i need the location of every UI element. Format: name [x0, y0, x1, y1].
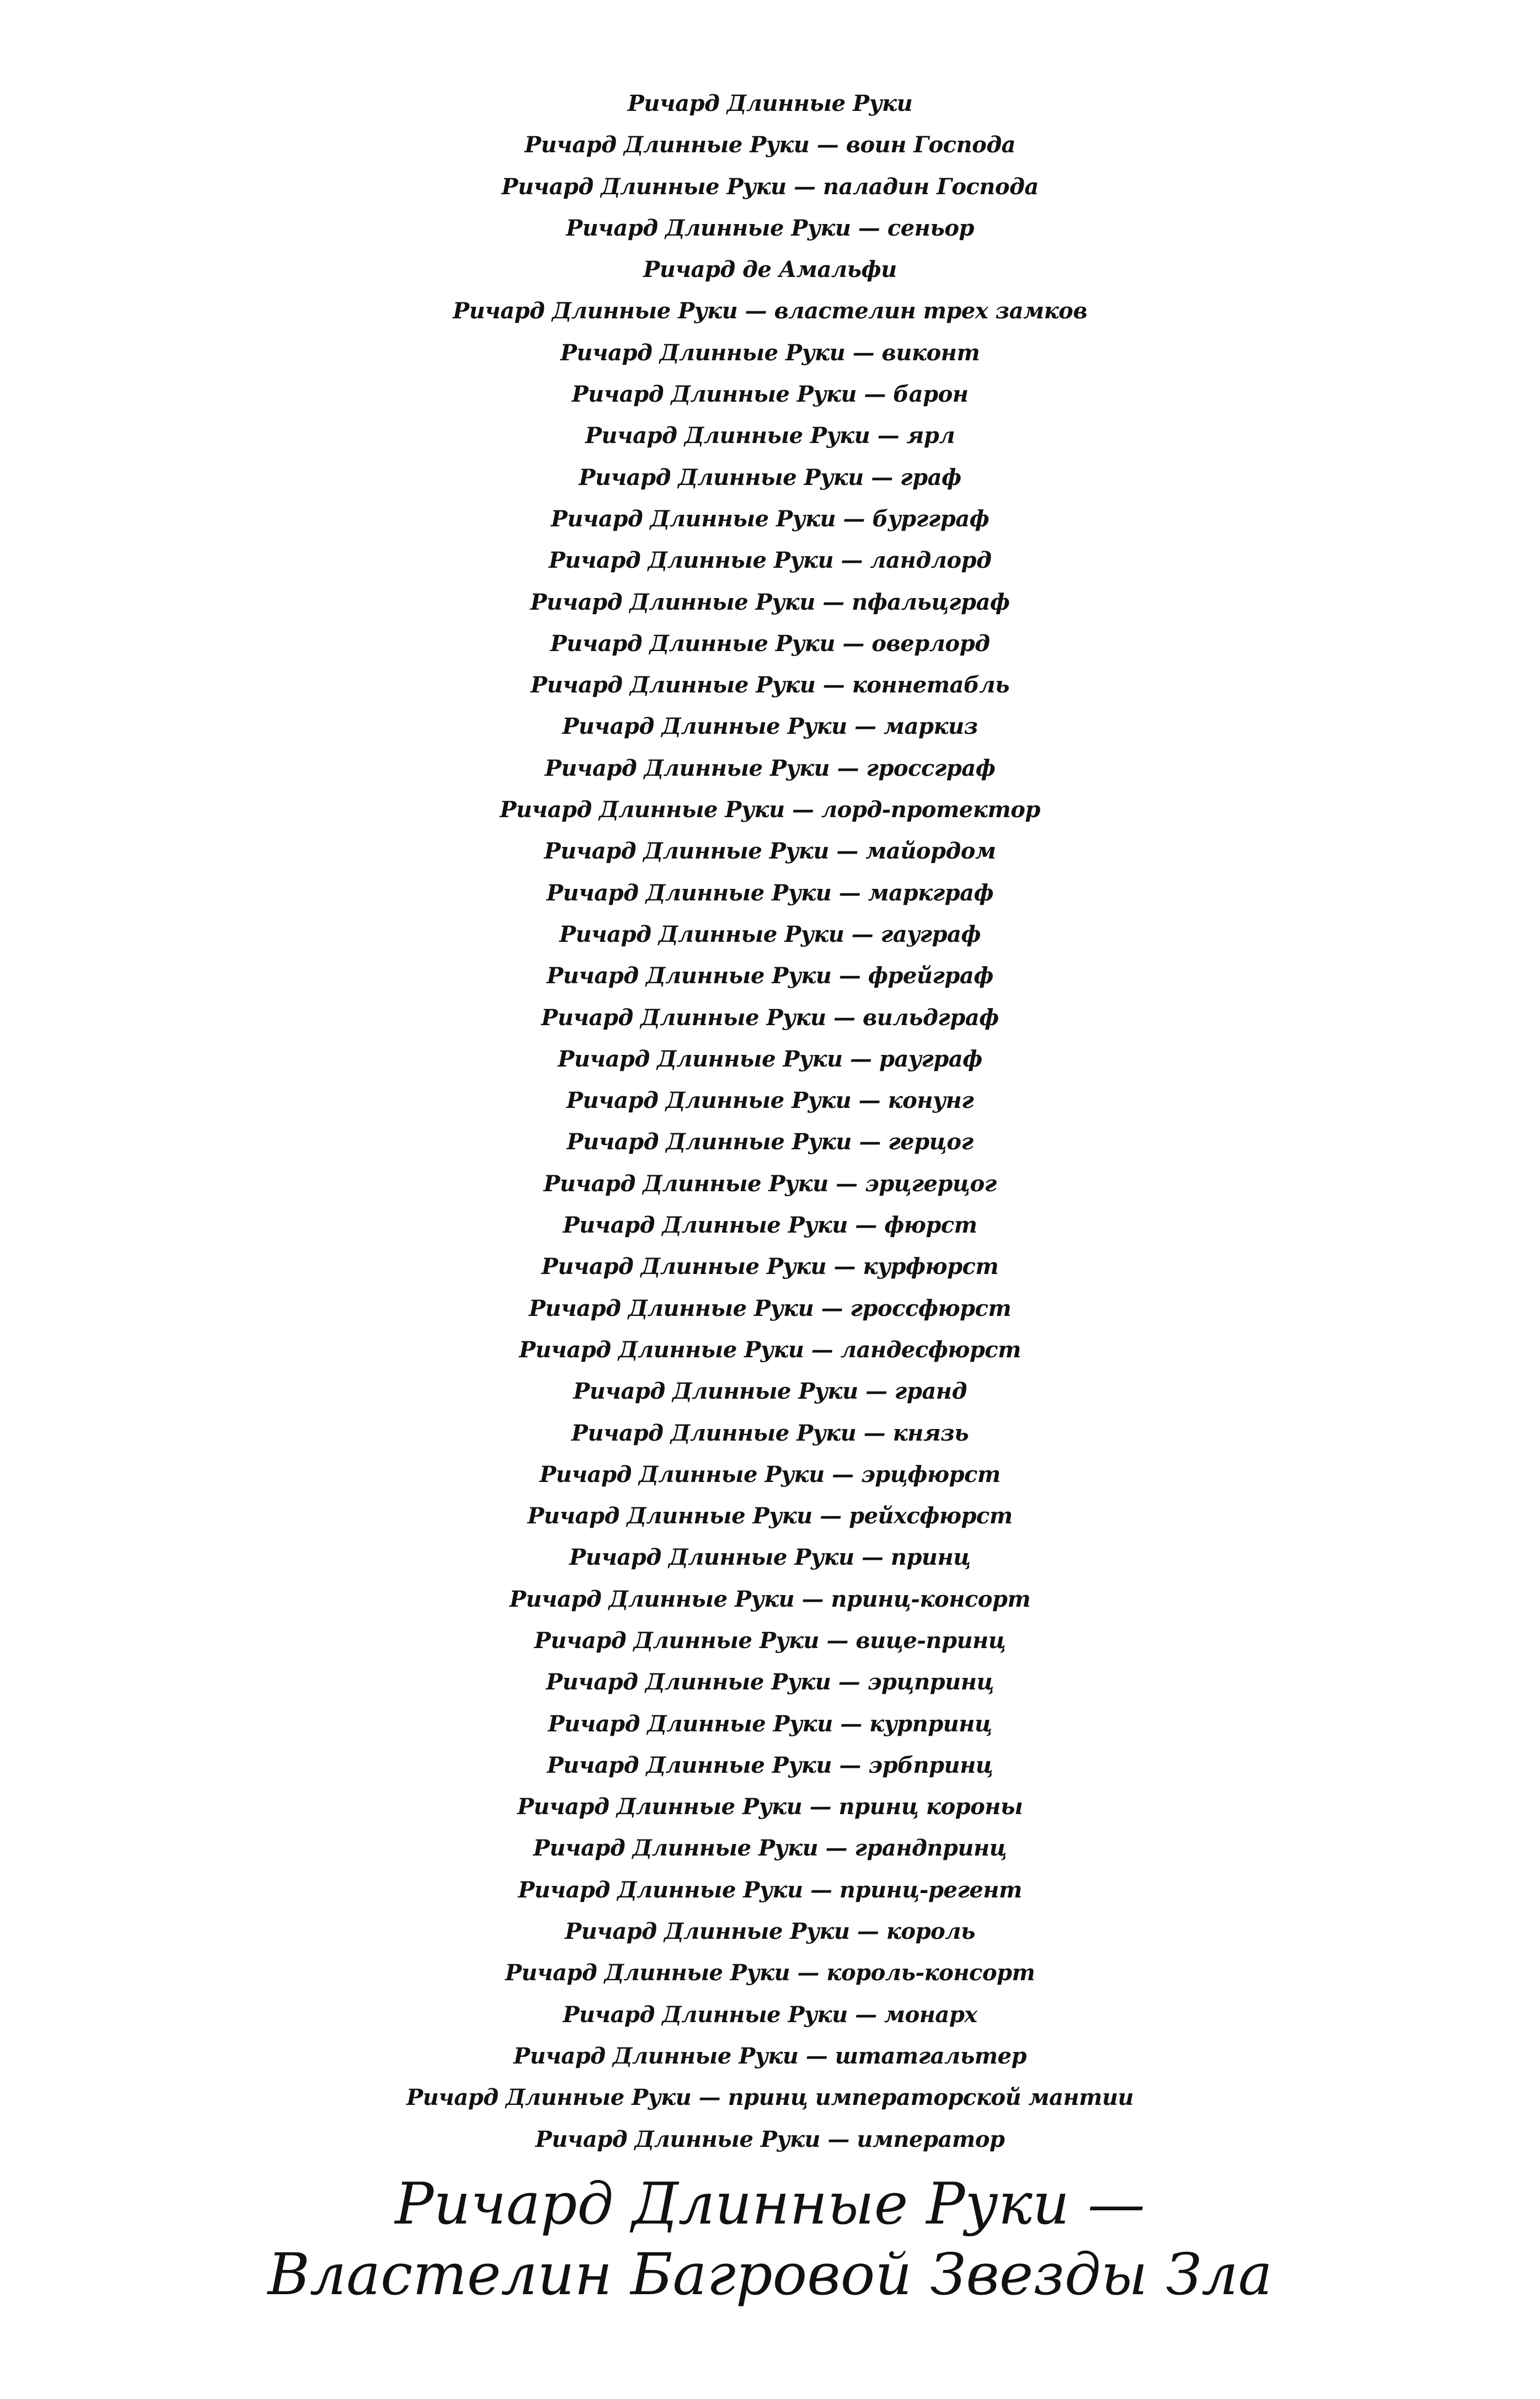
series-title-item: Ричард Длинные Руки — принц короны	[517, 1794, 1023, 1820]
series-title-item: Ричард Длинные Руки — курпринц	[548, 1710, 992, 1737]
series-title-item: Ричард Длинные Руки — монарх	[563, 2001, 977, 2028]
series-title-item: Ричард Длинные Руки — король	[565, 1918, 975, 1945]
series-title-item: Ричард Длинные Руки — князь	[571, 1420, 969, 1446]
series-title-item: Ричард Длинные Руки — эрцфюрст	[539, 1461, 1001, 1488]
final-title-line-2: Властелин Багровой Звезды Зла	[268, 2241, 1272, 2308]
series-title-item: Ричард Длинные Руки — вице-принц	[534, 1627, 1006, 1654]
series-title-item: Ричард Длинные Руки — фюрст	[563, 1212, 977, 1239]
series-title-item: Ричард Длинные Руки — бургграф	[550, 505, 990, 532]
series-title-list	[0, 83, 1540, 2160]
series-title-item: Ричард Длинные Руки — маркграф	[546, 879, 994, 906]
series-title-item: Ричард Длинные Руки — сеньор	[566, 215, 974, 241]
series-title-item: Ричард Длинные Руки — виконт	[560, 339, 980, 366]
series-title-item: Ричард Длинные Руки — эрцгерцог	[543, 1170, 997, 1197]
series-title-item: Ричард Длинные Руки — штатгальтер	[514, 2043, 1026, 2069]
series-title-item: Ричард Длинные Руки — ландлорд	[548, 547, 992, 574]
series-title-item: Ричард Длинные Руки — ярл	[585, 423, 955, 449]
series-title-item: Ричард Длинные Руки — лорд-протектор	[500, 797, 1040, 823]
series-title-item: Ричард Длинные Руки — воин Господа	[525, 132, 1015, 158]
series-title-item: Ричард Длинные Руки — император	[535, 2126, 1005, 2152]
series-title-item: Ричард Длинные Руки — принц-регент	[518, 1876, 1022, 1903]
final-title-line-1: Ричард Длинные Руки —	[395, 2170, 1145, 2237]
series-title-item: Ричард Длинные Руки — оверлорд	[550, 630, 990, 657]
series-title-item: Ричард Длинные Руки — барон	[571, 381, 969, 408]
series-title-item: Ричард Длинные Руки — принц императорской мантии	[406, 2085, 1134, 2111]
series-title-item: Ричард Длинные Руки — маркиз	[562, 713, 978, 740]
series-title-item: Ричард Длинные Руки — коннетабль	[530, 672, 1010, 699]
series-title-item: Ричард Длинные Руки — принц	[569, 1544, 971, 1571]
series-title-item: Ричард Длинные Руки — гроссграф	[544, 755, 996, 781]
series-title-item: Ричард Длинные Руки — ландесфюрст	[519, 1336, 1021, 1363]
series-title-item: Ричард Длинные Руки — грандпринц	[533, 1835, 1007, 1862]
series-title-item: Ричард Длинные Руки — эрцпринц	[546, 1669, 994, 1696]
series-title-item: Ричард Длинные Руки — пфальцграф	[530, 589, 1010, 615]
series-title-item: Ричард Длинные Руки — король-консорт	[505, 1960, 1035, 1986]
final-book-title	[0, 2168, 1540, 2310]
series-title-item: Ричард Длинные Руки — курфюрст	[541, 1254, 999, 1280]
series-title-item: Ричард Длинные Руки — граф	[579, 464, 961, 491]
series-title-item: Ричард Длинные Руки — рауграф	[558, 1046, 982, 1072]
series-title-item: Ричард Длинные Руки — властелин трех замков	[452, 298, 1088, 324]
series-title-item: Ричард де Амальфи	[643, 257, 897, 283]
series-title-item: Ричард Длинные Руки — принц-консорт	[509, 1586, 1031, 1612]
series-title-item: Ричард Длинные Руки — герцог	[566, 1129, 974, 1155]
series-title-item: Ричард Длинные Руки — паладин Господа	[501, 173, 1039, 200]
series-title-item: Ричард Длинные Руки — рейхсфюрст	[527, 1503, 1013, 1529]
series-title-item: Ричард Длинные Руки — вильдграф	[541, 1004, 999, 1031]
series-title-item: Ричард Длинные Руки — гроссфюрст	[528, 1295, 1012, 1321]
series-title-item: Ричард Длинные Руки — фрейграф	[547, 963, 993, 989]
series-title-item: Ричард Длинные Руки	[627, 90, 913, 116]
series-title-item: Ричард Длинные Руки — гранд	[573, 1378, 967, 1405]
series-title-item: Ричард Длинные Руки — эрбпринц	[547, 1752, 993, 1778]
series-title-item: Ричард Длинные Руки — конунг	[566, 1087, 974, 1114]
series-title-item: Ричард Длинные Руки — гауграф	[559, 921, 981, 947]
series-title-item: Ричард Длинные Руки — майордом	[544, 838, 996, 865]
